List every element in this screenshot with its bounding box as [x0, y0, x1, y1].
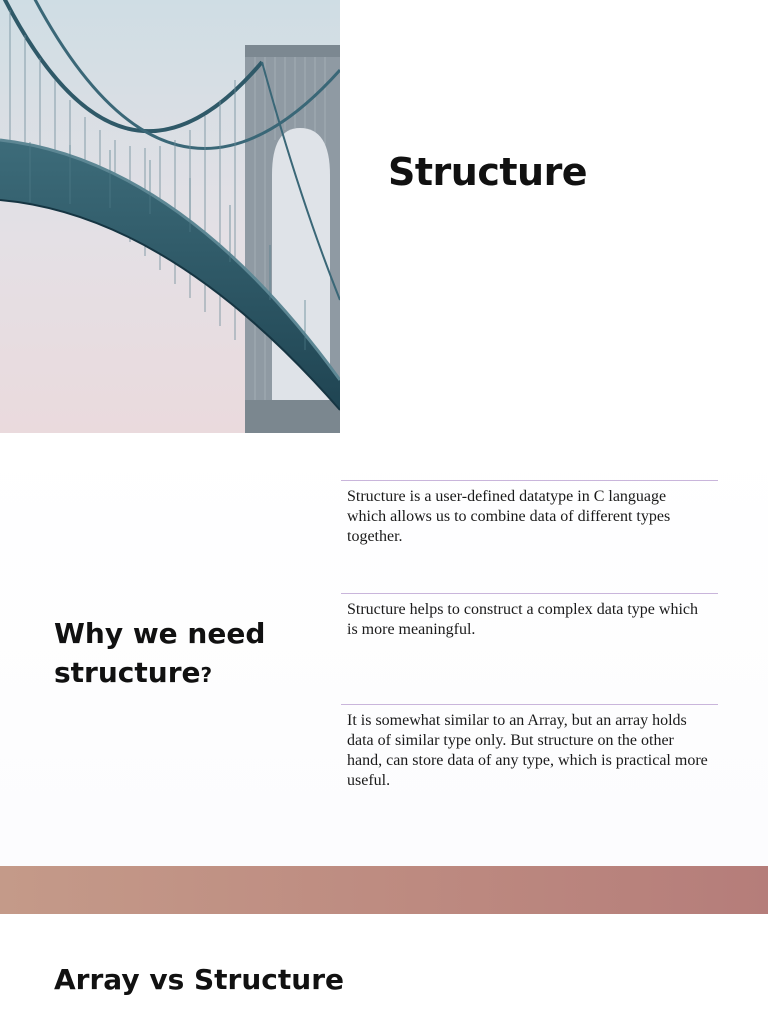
bullet-point [341, 480, 718, 547]
bullet-point [341, 704, 718, 791]
slide-heading [54, 614, 314, 695]
bullet-text: Structure helps to construct a complex data type which is more meaningful. [347, 601, 699, 638]
accent-band [0, 866, 768, 914]
slide-title-text: Array vs Structure [54, 963, 344, 996]
divider [341, 480, 718, 481]
slide-title-text: Structure [388, 150, 588, 194]
slide-title [0, 0, 768, 433]
bullet-point [341, 593, 718, 640]
heading-question-mark: ? [200, 663, 213, 687]
divider [341, 704, 718, 705]
divider [341, 593, 718, 594]
heading-text: Why we need structure [54, 617, 266, 689]
bullet-text: Structure is a user-defined datatype in C language which allows us to combine data of different types together. [347, 488, 671, 545]
bridge-photo [0, 0, 340, 433]
bullet-text: It is somewhat similar to an Array, but an array holds data of similar type only. But structure on the other hand, can store data of any type, which is practical more useful. [347, 712, 708, 789]
slide-why-structure [0, 433, 768, 866]
slide-array-vs-structure [0, 866, 768, 1024]
